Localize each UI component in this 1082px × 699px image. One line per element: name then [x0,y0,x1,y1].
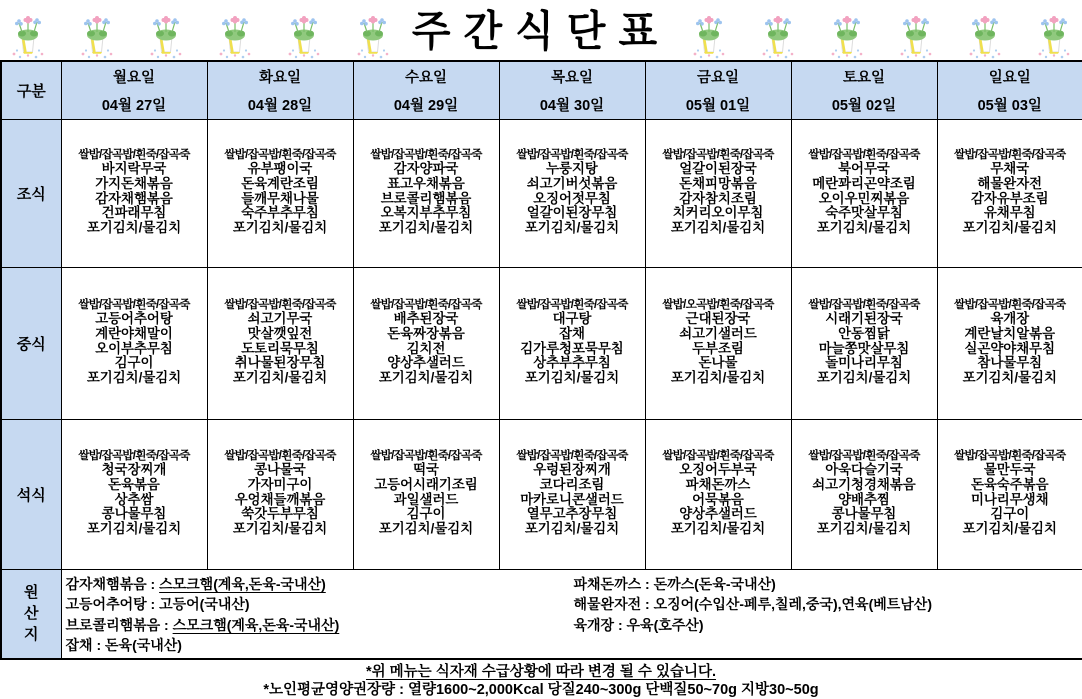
day-date: 04월 29일 [393,97,459,114]
menu-item: 치커리오이무침 [672,205,764,221]
menu-item: 오복지부추무침 [380,205,472,221]
menu-item: 마카로니콘샐러드 [520,491,624,507]
row-label-조식: 조식 [1,119,61,267]
menu-lines [500,446,645,541]
footer-note-1: *위 메뉴는 식자재 수급상황에 따라 변경 될 수 있습니다. [365,663,717,680]
menu-item: 과일샐러드 [393,491,459,507]
menu-lines [62,145,207,240]
menu-item: 오이우민찌볶음 [818,190,910,206]
flower-pot-icon [353,10,393,60]
origin-source: 스모크햄(계육,돈육-국내산) [159,575,326,592]
menu-item: 양배추찜 [838,491,890,507]
flower-pot-icon [896,10,936,60]
flower-pot-icon [1034,10,1074,60]
day-name: 월요일 [112,69,156,86]
title-band [0,0,1082,60]
menu-item: 물만두국 [983,462,1036,478]
origin-line [66,574,574,595]
rice-options-line: 쌀밥/잡곡밥/흰죽/잡곡죽 [78,298,190,312]
menu-item: 무채국 [990,161,1030,177]
footer-note-2: *노인평균영양권장량 : 열량1600~2,000Kcal 당질240~300g 단백질50~70g 지방30~50g [263,681,819,698]
origin-source: 돈육(국내산) [105,637,182,653]
menu-item: 양상추샐러드 [387,355,465,371]
menu-item: 쑥갓두부무침 [241,506,319,522]
menu-lines [500,145,645,240]
menu-item: 포기김치/물김치 [86,219,182,235]
menu-lines [208,145,353,240]
menu-cell [207,119,353,267]
menu-cell [353,267,499,419]
rice-options-line: 쌀밥/잡곡밥/흰죽/잡곡죽 [224,449,336,463]
menu-item: 숙주부추무침 [241,205,319,221]
flower-pot-icon [758,10,798,60]
rice-options-line: 쌀밥/잡곡밥/흰죽/잡곡죽 [224,298,336,312]
menu-item: 상추쌈 [114,491,154,507]
menu-item: 얼갈이된장국 [679,161,757,177]
menu-item: 감자참치조림 [679,190,757,206]
origin-dish: 파채돈까스 [573,575,642,592]
origin-source: 우육(호주산) [626,616,704,633]
menu-cell [499,267,645,419]
menu-item: 어묵볶음 [692,491,744,507]
menu-item: 오징어두부국 [679,462,757,478]
menu-cell [353,119,499,267]
day-header-2 [207,61,353,119]
origin-line [574,594,1081,615]
menu-cell [937,267,1082,419]
flower-decorations-right [689,10,1074,60]
menu-lines [354,145,499,240]
menu-item: 포기김치/물김치 [378,219,474,235]
rice-options-line: 쌀밥/잡곡밥/흰죽/잡곡죽 [224,148,336,162]
menu-item: 김치전 [406,340,446,356]
menu-item: 돈나물 [698,355,738,371]
menu-lines [208,446,353,541]
origin-dish: 고등어추어탕 [65,596,147,612]
origin-label-char: 산 [24,605,39,622]
origin-row [1,569,1082,659]
flower-pot-icon [689,10,729,60]
menu-item: 메란꽈리곤약조림 [812,175,916,191]
menu-item: 들깨무채나물 [241,190,319,206]
menu-item: 오이부추무침 [95,340,173,356]
origin-source: 고등어(국내산) [159,596,250,612]
day-date: 04월 30일 [539,97,605,114]
origin-dish: 브로콜리햄볶음 [65,616,161,633]
day-date: 04월 27일 [101,97,167,114]
menu-lines [500,295,645,390]
menu-cell [937,119,1082,267]
day-header-4 [499,61,645,119]
day-date: 04월 28일 [247,97,313,114]
menu-item: 감자양파국 [393,161,459,177]
menu-item: 김가루청포묵무침 [520,340,624,356]
menu-item: 배추된장국 [393,311,459,327]
menu-lines [62,446,207,541]
menu-lines [208,295,353,390]
menu-item: 돈육짜장볶음 [387,325,465,341]
menu-item: 브로콜리햄볶음 [380,190,472,206]
rice-options-line: 쌀밥/잡곡밥/흰죽/잡곡죽 [954,298,1066,312]
day-header-7 [937,61,1082,119]
menu-item: 안동찜닭 [838,325,890,341]
origin-content [62,570,1082,658]
menu-item: 취나물된장무침 [234,355,326,371]
menu-lines [792,145,937,240]
day-header-1 [61,61,207,119]
menu-item: 근대된장국 [685,311,751,327]
menu-lines [646,295,791,390]
rice-options-line: 쌀밥/잡곡밥/흰죽/잡곡죽 [954,148,1066,162]
menu-item: 유채무침 [983,205,1036,221]
rice-options-line: 쌀밥/잡곡밥/흰죽/잡곡죽 [78,449,190,463]
rice-options-line: 쌀밥/오곡밥/흰죽/잡곡죽 [662,298,774,312]
flower-pot-icon [146,10,186,60]
menu-item: 해물완자전 [977,175,1043,191]
menu-cell [499,119,645,267]
menu-item: 포기김치/물김치 [232,369,328,385]
menu-item: 표고우채볶음 [387,175,465,191]
menu-item: 쇠고기청경채볶음 [812,476,916,492]
rice-options-line: 쌀밥/잡곡밥/흰죽/잡곡죽 [370,298,482,312]
menu-item: 참나물무침 [977,355,1043,371]
day-header-6 [791,61,937,119]
menu-item: 가자미구이 [247,476,313,492]
menu-item: 건파래무침 [101,205,167,221]
menu-item: 우엉채들깨볶음 [234,491,326,507]
menu-cell [791,267,937,419]
origin-content-cell [61,569,1082,659]
menu-lines [354,446,499,541]
menu-item: 포기김치/물김치 [670,369,766,385]
menu-item: 돌미나리무침 [825,355,903,371]
menu-item: 김구이 [114,355,154,371]
header-row [1,61,1082,119]
origin-separator: : [146,575,160,592]
menu-item: 돈육숙주볶음 [970,476,1049,492]
menu-item: 포기김치/물김치 [816,520,912,536]
rice-options-line: 쌀밥/잡곡밥/흰죽/잡곡죽 [662,449,774,463]
menu-cell [499,419,645,569]
menu-item: 얼갈이된장무침 [526,205,618,221]
origin-separator: : [92,637,106,653]
origin-line [574,574,1081,595]
menu-item: 김구이 [990,506,1030,522]
menu-item: 포기김치/물김치 [86,369,182,385]
origin-line [66,594,574,615]
origin-line [574,615,1081,636]
origin-list-right [574,574,1081,636]
menu-item: 숙주맛살무침 [825,205,903,221]
menu-item: 돈육계란조림 [241,175,319,191]
menu-item: 미나리무생채 [970,491,1049,507]
rice-options-line: 쌀밥/잡곡밥/흰죽/잡곡죽 [662,148,774,162]
origin-dish: 감자채햄볶음 [65,575,147,592]
menu-item: 김구이 [406,506,446,522]
day-date: 05월 02일 [831,97,897,114]
menu-item: 포기김치/물김치 [524,219,620,235]
rice-options-line: 쌀밥/잡곡밥/흰죽/잡곡죽 [808,148,920,162]
menu-cell [791,419,937,569]
flower-pot-icon [215,10,255,60]
menu-cell [61,419,207,569]
flower-pot-icon [827,10,867,60]
menu-item: 오징어젓무침 [533,190,611,206]
day-name: 수요일 [404,69,448,86]
menu-item: 우렁된장찌개 [533,462,611,478]
menu-item: 포기김치/물김치 [378,369,474,385]
menu-cell [645,119,791,267]
flower-pot-icon [8,10,48,60]
menu-item: 북어무국 [838,161,890,177]
menu-item: 떡국 [413,462,439,478]
menu-item: 포기김치/물김치 [670,520,766,536]
menu-item: 쇠고기샐러드 [679,325,757,341]
menu-item: 포기김치/물김치 [962,369,1057,385]
corner-label: 구분 [1,61,61,119]
rice-options-line: 쌀밥/잡곡밥/흰죽/잡곡죽 [516,449,628,463]
menu-item: 파채돈까스 [685,476,751,492]
origin-source: 돈까스(돈육-국내산) [653,575,776,592]
menu-lines [938,295,1082,390]
menu-cell [791,119,937,267]
rice-options-line: 쌀밥/잡곡밥/흰죽/잡곡죽 [516,148,628,162]
menu-item: 쇠고기무국 [247,311,313,327]
menu-item: 가지돈채볶음 [95,175,173,191]
menu-item: 감자유부조림 [970,190,1049,206]
origin-line [66,635,574,656]
menu-item: 돈육볶음 [108,476,160,492]
menu-item: 청국장찌개 [101,462,167,478]
origin-separator: : [146,596,160,612]
day-date: 05월 01일 [685,97,751,114]
menu-cell [645,419,791,569]
row-label-석식: 석식 [1,419,61,569]
menu-cell [61,119,207,267]
meal-row-조식 [1,119,1082,267]
rice-options-line: 쌀밥/잡곡밥/흰죽/잡곡죽 [808,449,920,463]
menu-item: 고등어시래기조림 [374,476,478,492]
menu-item: 포기김치/물김치 [670,219,766,235]
menu-item: 고등어추어탕 [95,311,173,327]
origin-dish: 해물완자전 [573,596,642,612]
day-name: 토요일 [842,69,886,86]
day-date: 05월 03일 [977,97,1042,114]
menu-item: 열무고추장무침 [526,506,618,522]
menu-item: 포기김치/물김치 [86,520,182,536]
menu-lines [646,145,791,240]
menu-item: 포기김치/물김치 [232,520,328,536]
menu-item: 대구탕 [552,311,592,327]
menu-item: 포기김치/물김치 [816,369,912,385]
menu-item: 코다리조림 [539,476,605,492]
menu-item: 포기김치/물김치 [962,219,1057,235]
row-label-origin [1,569,61,659]
menu-item: 시래기된장국 [825,311,903,327]
footer-notes [0,660,1082,699]
rice-options-line: 쌀밥/잡곡밥/흰죽/잡곡죽 [370,449,482,463]
origin-source: 스모크햄(계육,돈육-국내산) [172,616,340,633]
origin-label-char: 원 [24,584,39,601]
menu-lines [62,295,207,390]
origin-dish: 육개장 [573,616,615,633]
rice-options-line: 쌀밥/잡곡밥/흰죽/잡곡죽 [516,298,628,312]
menu-cell [937,419,1082,569]
origin-source: 오징어(수입산-페루,칠레,중국),연육(베트남산) [653,596,932,612]
menu-item: 잡채 [559,325,585,341]
flower-pot-icon [284,10,324,60]
day-header-5 [645,61,791,119]
menu-item: 두부조림 [692,340,744,356]
menu-item: 도토리묵무침 [241,340,319,356]
menu-item: 쇠고기버섯볶음 [526,175,618,191]
menu-item: 포기김치/물김치 [816,219,912,235]
menu-item: 포기김치/물김치 [378,520,474,536]
row-label-중식: 중식 [1,267,61,419]
menu-item: 양상추샐러드 [679,506,757,522]
day-header-3 [353,61,499,119]
menu-item: 계란야채말이 [95,325,173,341]
rice-options-line: 쌀밥/잡곡밥/흰죽/잡곡죽 [370,148,482,162]
menu-cell [645,267,791,419]
day-name: 일요일 [988,69,1031,86]
menu-item: 유부팽이국 [247,161,313,177]
menu-lines [646,446,791,541]
menu-item: 누룽지탕 [546,161,598,177]
menu-lines [938,145,1082,240]
menu-cell [207,419,353,569]
menu-item: 포기김치/물김치 [962,520,1057,536]
rice-options-line: 쌀밥/잡곡밥/흰죽/잡곡죽 [78,148,190,162]
menu-item: 상추부추무침 [533,355,611,371]
menu-item: 콩나물국 [254,462,306,478]
menu-cell [353,419,499,569]
menu-item: 맛살깻잎전 [247,325,313,341]
meal-row-석식 [1,419,1082,569]
page-title: 주간식단표 [411,8,671,56]
menu-item: 육개장 [990,311,1030,327]
menu-lines [792,446,937,541]
menu-item: 실곤약야채무침 [964,340,1056,356]
origin-separator: : [614,616,627,633]
menu-item: 바지락무국 [101,161,167,177]
menu-item: 감자채햄볶음 [95,190,173,206]
origin-line [66,615,574,636]
menu-item: 돈채피망볶음 [679,175,757,191]
weekly-menu-table [0,60,1082,660]
menu-item: 마늘쫑맛살무침 [818,340,910,356]
menu-lines [354,295,499,390]
rice-options-line: 쌀밥/잡곡밥/흰죽/잡곡죽 [954,449,1066,463]
flower-decorations-left [8,10,393,60]
origin-list-left [66,574,574,656]
menu-item: 포기김치/물김치 [524,520,620,536]
origin-separator: : [641,596,654,612]
meal-row-중식 [1,267,1082,419]
day-name: 목요일 [550,69,594,86]
day-name: 화요일 [258,69,302,86]
menu-cell [61,267,207,419]
menu-lines [792,295,937,390]
day-name: 금요일 [696,69,740,86]
origin-dish: 잡채 [65,637,93,653]
menu-lines [938,446,1082,541]
origin-label-char: 지 [24,626,39,643]
menu-item: 콩나물무침 [831,506,897,522]
origin-separator: : [160,616,173,633]
menu-item: 포기김치/물김치 [524,369,620,385]
flower-pot-icon [77,10,117,60]
menu-item: 콩나물무침 [101,506,167,522]
menu-item: 포기김치/물김치 [232,219,328,235]
flower-pot-icon [965,10,1005,60]
menu-item: 아욱다슬기국 [825,462,903,478]
menu-item: 계란날치알볶음 [964,325,1056,341]
origin-separator: : [641,575,654,592]
menu-cell [207,267,353,419]
rice-options-line: 쌀밥/잡곡밥/흰죽/잡곡죽 [808,298,920,312]
